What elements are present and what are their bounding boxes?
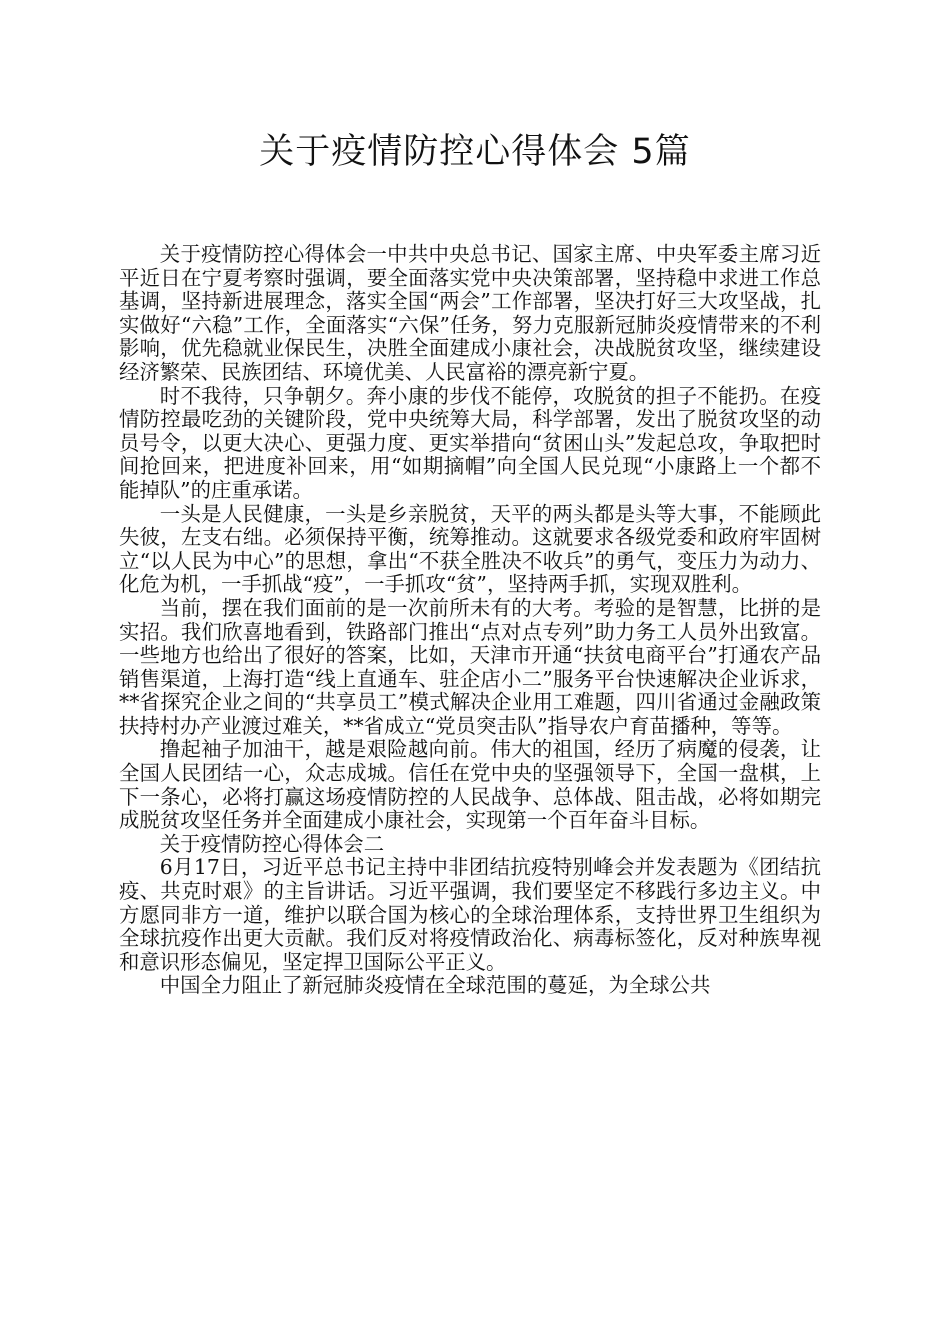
body-paragraph-2: 时不我待，只争朝夕。奔小康的步伐不能停，攻脱贫的担子不能扔。在疫情防控最吃劲的关键阶段，党中央统筹大局，科学部署，发出了脱贫攻坚的动员号令，以更大决心、更强力度、更实举措向“贫困山头”发起总攻，争取把时间抢回来，把进度补回来，用“如期摘帽”向全国人民兑现“小康路上一个都不能掉队”的庄重承诺。 (119, 383, 821, 502)
document-body (119, 243, 821, 998)
document-title: 关于疫情防控心得体会 5篇 (259, 132, 691, 172)
body-paragraph-7: 中国全力阻止了新冠肺炎疫情在全球范围的蔓延，为全球公共 (159, 973, 711, 998)
body-paragraph-3: 一头是人民健康，一头是乡亲脱贫，天平的两头都是头等大事，不能顾此失彼，左支右绌。必须保持平衡，统筹推动。这就要求各级党委和政府牢固树立“以人民为中心”的思想，拿出“不获全胜决不收兵”的勇气，变压力为动力、化危为机，一手抓战“疫”，一手抓攻“贫”，坚持两手抓，实现双胜利。 (119, 501, 821, 597)
body-paragraph-6: 6月17日，习近平总书记主持中非团结抗疫特别峰会并发表题为《团结抗疫、共克时艰》的主旨讲话。习近平强调，我们要坚定不移践行多边主义。中方愿同非方一道，维护以联合国为核心的全球治理体系，支持世界卫生组织为全球抗疫作出更大贡献。我们反对将疫情政治化、病毒标签化，反对种族卑视和意识形态偏见，坚定捍卫国际公平正义。 (119, 855, 821, 974)
body-paragraph-1: 关于疫情防控心得体会一中共中央总书记、国家主席、中央军委主席习近平近日在宁夏考察时强调，要全面落实党中央决策部署，坚持稳中求进工作总基调，坚持新进展理念，落实全国“两会”工作部署，坚决打好三大攻坚战，扎实做好“六稳”工作，全面落实“六保”任务，努力克服新冠肺炎疫情带来的不利影响，优先稳就业保民生，决胜全面建成小康社会，决战脱贫攻坚，继续建设经济繁荣、民族团结、环境优美、人民富裕的漂亮新宁夏。 (119, 242, 821, 384)
body-paragraph-4: 当前，摆在我们面前的是一次前所未有的大考。考验的是智慧，比拼的是实招。我们欣喜地看到，铁路部门推出“点对点专列”助力务工人员外出致富。一些地方也给出了很好的答案，比如，天津市开通“扶贫电商平台”打通农产品销售渠道，上海打造“线上直通车、驻企店小二”服务平台快速解决企业诉求，**省探究企业之间的“共享员工”模式解决企业用工难题，四川省通过金融政策扶持村办产业渡过难关，**省成立“党员突击队”指导农户育苗播种，等等。 (119, 595, 821, 738)
body-paragraph-5: 撸起袖子加油干，越是艰险越向前。伟大的祖国，经历了病魔的侵袭，让全国人民团结一心，众志成城。信任在党中央的坚强领导下，全国一盘棋，上下一条心，必将打赢这场疫情防控的人民战争、总体战、阻击战，必将如期完成脱贫攻坚任务并全面建成小康社会，实现第一个百年奋斗目标。 (119, 737, 821, 833)
section-heading-2: 关于疫情防控心得体会二 (159, 831, 385, 856)
